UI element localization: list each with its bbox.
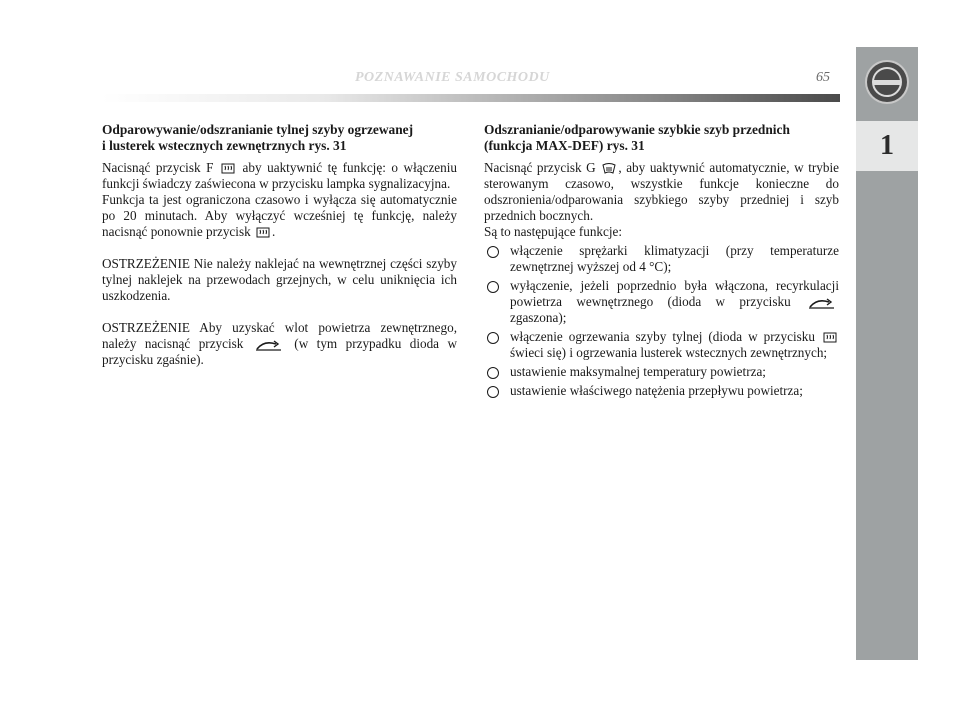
list-item <box>484 243 839 275</box>
text: włączenie sprężarki klimatyzacji (przy temperaturze zewnętrznej wyższej od 4 °C); <box>510 243 839 274</box>
text: (w tym przypadku dioda w przycisku zgaśnie). <box>102 336 458 367</box>
text: OSTRZEŻENIE Aby uzyskać wlot powietrza zewnętrznego, należy nacisnąć przycisk <box>102 320 457 351</box>
left-heading-line1: Odparowywanie/odszranianie tylnej szyby ogrzewanej <box>102 122 414 137</box>
right-heading <box>484 122 839 154</box>
function-list <box>484 243 839 399</box>
left-column <box>102 122 457 368</box>
text: wyłączenie, jeżeli poprzednio była włączona, recyrkulacji powietrza wewnętrznego (dioda w przycisku <box>510 278 839 309</box>
text: Nacisnąć przycisk G <box>484 160 596 175</box>
text: . <box>271 224 276 239</box>
header-rule <box>102 94 840 102</box>
front-defrost-icon <box>602 163 616 175</box>
rear-defrost-icon <box>221 163 235 175</box>
warning-2 <box>102 320 457 368</box>
brand-logo <box>867 62 907 102</box>
bullet-icon <box>487 246 499 258</box>
right-paragraph-2: Są to następujące funkcje: <box>484 224 623 239</box>
right-heading-line1: Odszranianie/odparowywanie szybkie szyb przednich <box>484 122 790 137</box>
right-heading-line2: (funkcja MAX-DEF) rys. 31 <box>484 138 645 153</box>
recirculation-icon <box>254 338 284 352</box>
recirculation-icon <box>807 296 837 310</box>
spacer <box>102 240 457 256</box>
text: włączenie ogrzewania szyby tylnej (dioda w przycisku <box>510 329 815 344</box>
logo-ring <box>872 67 902 97</box>
list-item <box>484 278 839 326</box>
section-title: POZNAWANIE SAMOCHODU <box>355 70 550 85</box>
text: zgaszona); <box>510 310 567 325</box>
warning-1: OSTRZEŻENIE Nie należy naklejać na wewnętrznej części szyby tylnej naklejek na przewodach grzejnych, w celu uniknięcia ich uszkodzenia. <box>102 256 457 303</box>
text: aby uaktywnić tę funkcję: o włączeniu funkcji świadczy zaświecona w przycisku lampka sygnalizacyjna. <box>102 160 458 191</box>
bullet-icon <box>487 332 499 344</box>
text: świeci się) i ogrzewania lusterek wstecznych zewnętrznych; <box>510 345 828 360</box>
bullet-icon <box>487 281 499 293</box>
left-paragraph-1 <box>102 160 457 192</box>
list-item <box>484 329 839 361</box>
list-item <box>484 383 839 399</box>
rear-defrost-icon <box>256 227 270 239</box>
text: , aby uaktywnić automatycznie, w trybie sterowanym czasowo, wszystkie funkcje konieczne do odszronienia/odparowania szybkiego szyby przedniej i szyb przednich bocznych. <box>484 160 840 223</box>
text: ustawienie maksymalnej temperatury powietrza; <box>510 364 766 379</box>
left-heading <box>102 122 457 154</box>
logo-bar <box>874 80 900 85</box>
right-column <box>484 122 839 399</box>
text: Funkcja ta jest ograniczona czasowo i wyłącza się automatycznie po 20 minutach. Aby wyłączyć wcześniej tę funkcję, należy nacisnąć ponownie przycisk <box>102 192 457 239</box>
chapter-number: 1 <box>856 121 918 171</box>
bullet-icon <box>487 367 499 379</box>
text: ustawienie właściwego natężenia przepływu powietrza; <box>510 383 803 398</box>
spacer <box>102 304 457 320</box>
list-item <box>484 364 839 380</box>
right-paragraph-1 <box>484 160 839 224</box>
left-heading-line2: i lusterek wstecznych zewnętrznych rys. 31 <box>102 138 347 153</box>
page-number: 65 <box>816 70 830 85</box>
rear-defrost-icon <box>823 332 837 344</box>
bullet-icon <box>487 386 499 398</box>
left-paragraph-2 <box>102 192 457 240</box>
text: Nacisnąć przycisk F <box>102 160 214 175</box>
